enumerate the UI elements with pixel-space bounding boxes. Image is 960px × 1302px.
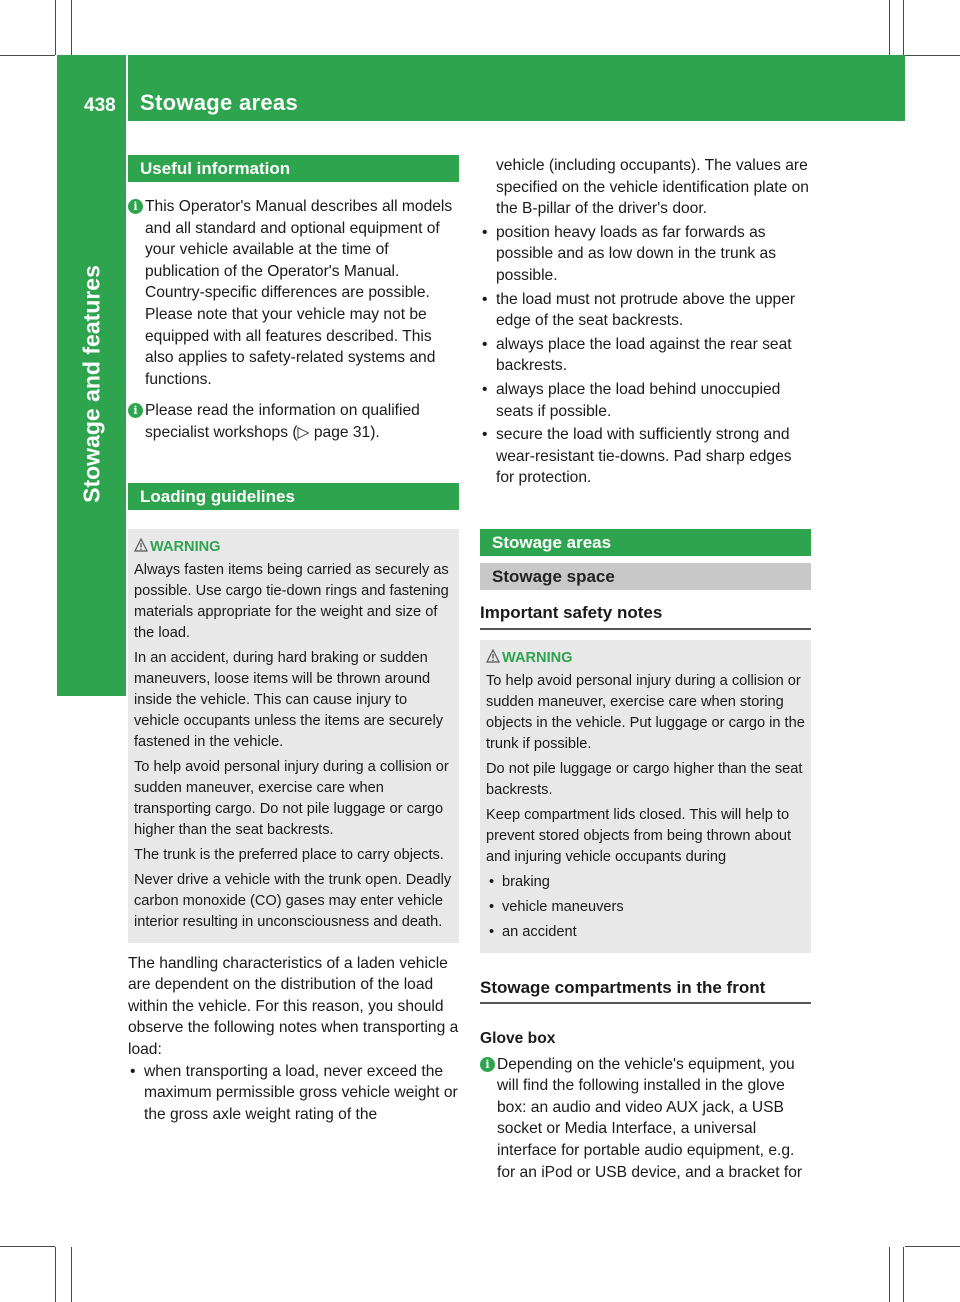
list-item: • the load must not protrude above the upper edge of the seat backrests. [480, 289, 811, 332]
info-note [128, 400, 459, 443]
list-item: • an accident [486, 922, 805, 943]
crop-mark [0, 1246, 55, 1247]
section-heading-stowage: Stowage areas [480, 529, 811, 556]
crop-mark [55, 1247, 56, 1302]
list-item: • always place the load behind unoccupied seats if possible. [480, 379, 811, 422]
subheading-stowage-space: Stowage space [480, 563, 811, 590]
side-tab-label: Stowage and features [78, 264, 104, 503]
info-note-text: This Operator's Manual describes all models and all standard and optional equipment of your vehicle available at the time of publication of the Operator's Manual. Country-specific differences are possible. Please note that your vehicle may not be equipped with all features described. This also applies to safety-related systems and functions. [145, 198, 453, 388]
warning-box-stowage [480, 640, 811, 953]
warning-box-loading [128, 529, 459, 943]
warning-paragraph: To help avoid personal injury during a collision or sudden maneuver, exercise care when transporting cargo. Do not pile luggage or cargo higher than the seat backrests. [134, 758, 449, 838]
warning-paragraph: In an accident, during hard braking or sudden maneuvers, loose items will be thrown around inside the vehicle. This can cause injury to vehicle occupants unless the items are securely fastened in the vehicle. [134, 649, 444, 750]
warning-title [134, 537, 453, 558]
list-item-continuation: vehicle (including occupants). The values are specified on the vehicle identification plate on the B-pillar of the driver's door. [496, 157, 809, 218]
heading-safety-notes: Important safety notes [480, 602, 811, 630]
warning-triangle-icon [134, 538, 148, 552]
crop-mark [55, 0, 56, 55]
left-column [128, 155, 459, 1125]
crop-mark [889, 0, 890, 55]
list-item: • position heavy loads as far forwards as possible and as low down in the trunk as possible. [480, 222, 811, 287]
list-item: • always place the load against the rear seat backrests. [480, 334, 811, 377]
warning-paragraph: Always fasten items being carried as securely as possible. Use cargo tie-down rings and fastening materials appropriate for the weight and size of the load. [134, 561, 449, 641]
heading-glove-box: Glove box [480, 1030, 556, 1048]
crop-mark [71, 1247, 72, 1302]
info-icon: i [128, 403, 143, 418]
info-icon: i [128, 199, 143, 214]
side-tab-label-wrap [57, 121, 126, 646]
info-note [480, 1054, 811, 1184]
warning-paragraph: The trunk is the preferred place to carry objects. [134, 846, 444, 863]
info-icon: i [480, 1057, 495, 1072]
crop-mark [905, 1246, 960, 1247]
list-item: • vehicle maneuvers [486, 897, 805, 918]
crop-mark [889, 1247, 890, 1302]
info-note [128, 196, 459, 390]
warning-paragraph: Keep compartment lids closed. This will help to prevent stored objects from being thrown about and injuring vehicle occupants during [486, 806, 792, 865]
info-note-text: Depending on the vehicle's equipment, you will find the following installed in the glove box: an audio and video AUX jack, a USB socket or Media Interface, a universal interface for portable audio equipment, e.g. for an iPod or USB device, and a bracket for [497, 1055, 803, 1181]
crop-mark [903, 0, 904, 55]
right-column [480, 155, 811, 1183]
warning-paragraph: Do not pile luggage or cargo higher than the seat backrests. [486, 760, 803, 798]
body-paragraph: The handling characteristics of a laden vehicle are dependent on the distribution of the load within the vehicle. For this reason, you should observe the following notes when transporting a load: [128, 954, 459, 1058]
list-item: • secure the load with sufficiently strong and wear-resistant tie-downs. Pad sharp edges for protection. [480, 424, 811, 489]
warning-paragraph: To help avoid personal injury during a collision or sudden maneuver, exercise care when storing objects in the vehicle. Put luggage or cargo in the trunk if possible. [486, 672, 805, 752]
heading-front-compartments: Stowage compartments in the front [480, 977, 811, 1005]
header-divider [126, 55, 128, 121]
info-note-text: Please read the information on qualified specialist workshops (▷ page 31). [145, 402, 420, 441]
section-heading-loading: Loading guidelines [128, 483, 459, 510]
crop-mark [0, 55, 55, 56]
crop-mark [71, 0, 72, 55]
crop-mark [903, 1247, 904, 1302]
warning-triangle-icon [486, 649, 500, 663]
warning-title [486, 648, 805, 669]
warning-title-text: WARNING [502, 649, 573, 666]
page-number: 438 [84, 95, 116, 116]
list-item: • braking [486, 872, 805, 893]
crop-mark [905, 55, 960, 56]
warning-title-text: WARNING [150, 538, 221, 555]
page-title: Stowage areas [140, 90, 298, 115]
list-item: • when transporting a load, never exceed the maximum permissible gross vehicle weight or the gross axle weight rating of the [128, 1061, 459, 1126]
section-heading-useful-info: Useful information [128, 155, 459, 182]
warning-paragraph: Never drive a vehicle with the trunk open. Deadly carbon monoxide (CO) gases may enter vehicle interior resulting in unconsciousness and death. [134, 871, 452, 930]
